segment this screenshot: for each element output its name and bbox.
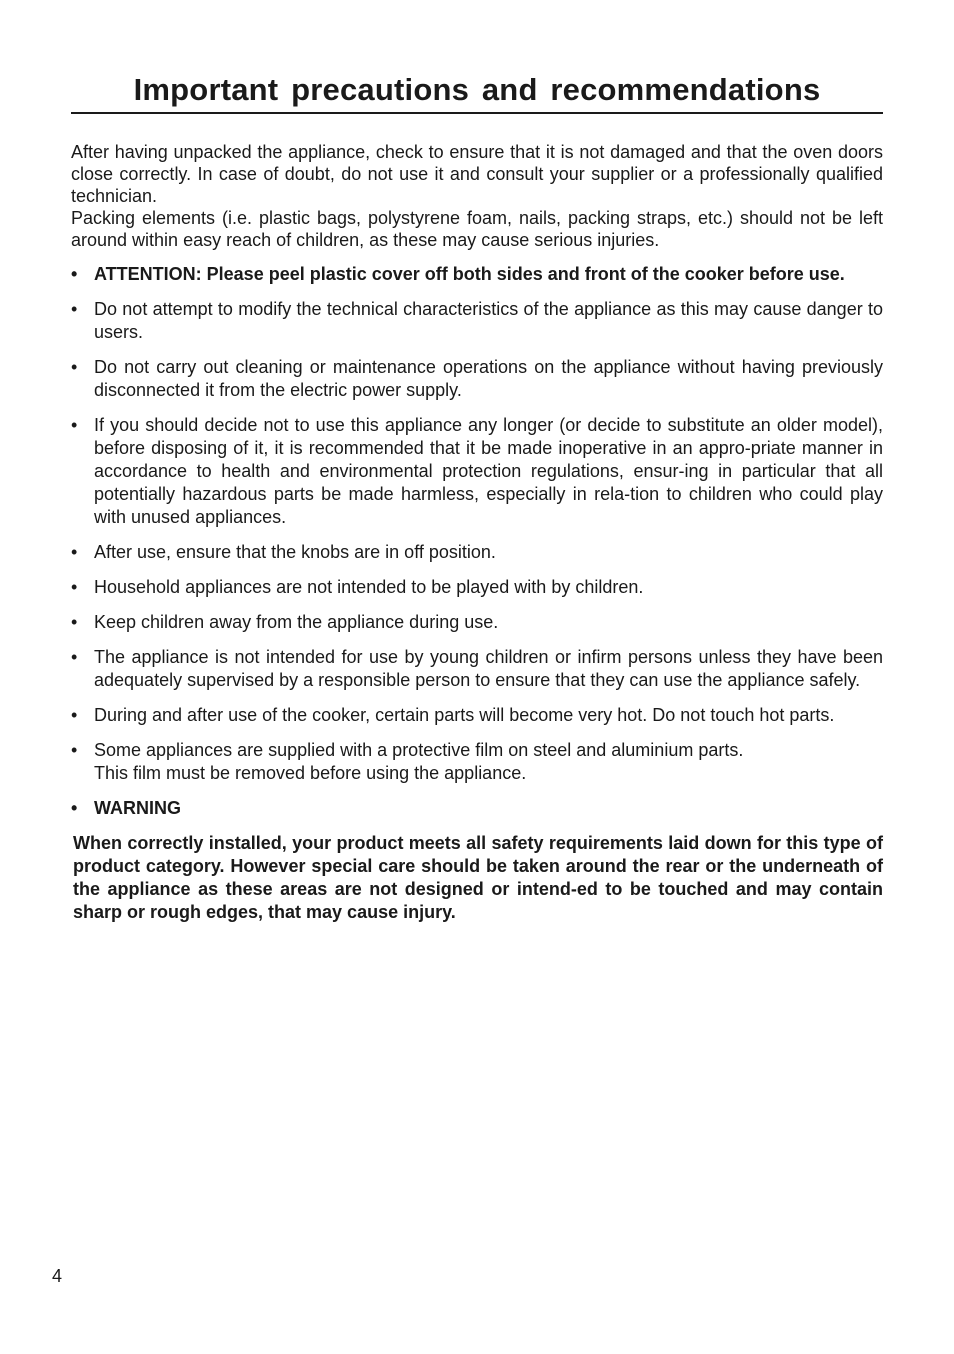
list-item-hot-parts [71, 704, 883, 727]
list-item-text-second-line: This film must be removed before using the appliance. [94, 763, 527, 783]
list-item-supervised [71, 646, 883, 692]
page-number: 4 [52, 1266, 63, 1286]
bullet-icon: • [71, 577, 78, 597]
bullet-icon: • [71, 705, 78, 725]
list-item-text: During and after use of the cooker, certain parts will become very hot. Do not touch hot parts. [94, 705, 835, 725]
list-item-text: Do not attempt to modify the technical characteristics of the appliance as this may cause danger to users. [94, 299, 883, 342]
bullet-icon: • [71, 299, 78, 319]
bullet-icon: • [71, 542, 78, 562]
list-item-text: Keep children away from the appliance during use. [94, 612, 499, 632]
list-item-text: Do not carry out cleaning or maintenance operations on the appliance without having previously disconnected it from the electric power supply. [94, 357, 883, 400]
page-title: Important precautions and recommendations [71, 72, 883, 114]
bullet-icon: • [71, 647, 78, 667]
warning-body: When correctly installed, your product meets all safety requirements laid down for this type of product category. However special care should be taken around the rear or the underneath of the appliance as these areas are not designed or intend-ed to be touched and may contain sharp or rough edges, that may cause injury. [73, 833, 883, 922]
intro-paragraph-packing: Packing elements (i.e. plastic bags, polystyrene foam, nails, packing straps, etc.) should not be left around within easy reach of children, as these may cause serious injuries. [71, 208, 883, 250]
list-item-modify [71, 298, 883, 344]
precautions-list [71, 263, 883, 820]
bullet-icon: • [71, 740, 78, 760]
intro-paragraph-unpacking: After having unpacked the appliance, check to ensure that it is not damaged and that the oven doors close correctly. In case of doubt, do not use it and consult your supplier or a professionally qualified technician. [71, 142, 883, 206]
list-item-keep-children [71, 611, 883, 634]
bullet-icon: • [71, 612, 78, 632]
list-item-text: If you should decide not to use this appliance any longer (or decide to substitute an older model), before disposing of it, it is recommended that it be made inoperative in an appro-priate manner in accordance to health and environmental protection regulations, ensur-ing in particular that all potentially hazardous parts be made harmless, especially in rela-tion to children who could play with unused appliances. [94, 415, 883, 527]
list-item-knobs [71, 541, 883, 564]
bullet-icon: • [71, 357, 78, 377]
list-item-attention [71, 263, 883, 286]
list-item-text: ATTENTION: Please peel plastic cover off both sides and front of the cooker before use. [94, 264, 845, 284]
list-item-disposal [71, 414, 883, 529]
list-item-text: Some appliances are supplied with a protective film on steel and aluminium parts. [94, 740, 744, 760]
list-item-cleaning [71, 356, 883, 402]
intro-section [71, 141, 883, 251]
bullet-icon: • [71, 798, 78, 818]
list-item-text: Household appliances are not intended to be played with by children. [94, 577, 644, 597]
warning-label: WARNING [94, 798, 181, 818]
list-item-household [71, 576, 883, 599]
list-item-text: The appliance is not intended for use by young children or infirm persons unless they have been adequately supervised by a responsible person to ensure that they can use the appliance safely. [94, 647, 883, 690]
document-page [71, 72, 883, 924]
list-item-protective-film [71, 739, 883, 785]
bullet-icon: • [71, 264, 78, 284]
list-item-warning [71, 797, 883, 820]
bullet-icon: • [71, 415, 78, 435]
list-item-text: After use, ensure that the knobs are in off position. [94, 542, 496, 562]
